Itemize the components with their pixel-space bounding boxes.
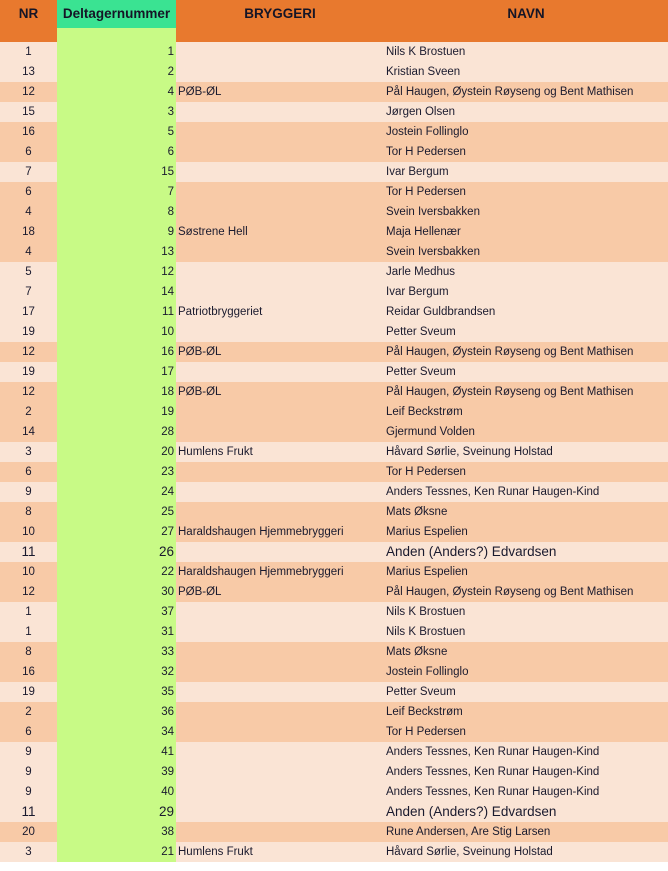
cell-navn[interactable]: Pål Haugen, Øystein Røyseng og Bent Mathisen [386, 386, 634, 398]
cell-nr[interactable]: 12 [22, 386, 35, 398]
cell-bryggeri[interactable] [176, 462, 384, 482]
cell-deltagernummer[interactable]: 20 [57, 442, 176, 462]
cell-bryggeri[interactable]: Haraldshaugen Hjemmebryggeri [178, 566, 344, 578]
cell-deltagernummer[interactable]: 30 [57, 582, 176, 602]
table-row[interactable] [0, 582, 668, 602]
table-row[interactable] [0, 422, 668, 442]
table-row[interactable] [0, 542, 668, 562]
cell-navn[interactable]: Anders Tessnes, Ken Runar Haugen-Kind [386, 786, 600, 798]
cell-nr[interactable]: 1 [25, 46, 32, 58]
cell-bryggeri[interactable] [176, 822, 384, 842]
cell-bryggeri[interactable] [176, 542, 384, 562]
table-row[interactable] [0, 782, 668, 802]
cell-nr[interactable]: 11 [21, 804, 36, 819]
cell-navn[interactable]: Reidar Guldbrandsen [386, 306, 496, 318]
column-header-bryggeri[interactable]: BRYGGERI [244, 6, 316, 21]
cell-nr[interactable]: 19 [22, 686, 35, 698]
cell-bryggeri[interactable]: PØB-ØL [178, 586, 222, 598]
table-row[interactable] [0, 342, 668, 362]
table-row[interactable] [0, 262, 668, 282]
cell-deltagernummer[interactable]: 14 [57, 282, 176, 302]
table-row[interactable] [0, 362, 668, 382]
cell-navn[interactable]: Anders Tessnes, Ken Runar Haugen-Kind [386, 766, 600, 778]
cell-deltagernummer[interactable]: 38 [57, 822, 176, 842]
cell-nr[interactable]: 13 [22, 66, 35, 78]
cell-navn[interactable]: Rune Andersen, Are Stig Larsen [386, 826, 551, 838]
cell-deltagernummer[interactable]: 40 [57, 782, 176, 802]
cell-bryggeri[interactable] [176, 362, 384, 382]
cell-deltagernummer[interactable]: 41 [57, 742, 176, 762]
table-row[interactable] [0, 622, 668, 642]
cell-deltagernummer[interactable]: 4 [57, 82, 176, 102]
cell-bryggeri[interactable] [176, 482, 384, 502]
cell-bryggeri[interactable] [176, 722, 384, 742]
table-row[interactable] [0, 102, 668, 122]
cell-deltagernummer[interactable]: 16 [57, 342, 176, 362]
table-row[interactable] [0, 402, 668, 422]
cell-navn[interactable]: Jostein Follinglo [386, 126, 469, 138]
cell-navn[interactable]: Maja Hellenær [386, 226, 461, 238]
cell-bryggeri[interactable] [176, 502, 384, 522]
cell-deltagernummer[interactable]: 5 [57, 122, 176, 142]
cell-bryggeri[interactable] [176, 782, 384, 802]
cell-deltagernummer[interactable]: 26 [57, 542, 176, 562]
cell-navn[interactable]: Mats Øksne [386, 646, 448, 658]
cell-navn[interactable]: Jørgen Olsen [386, 106, 456, 118]
cell-nr[interactable]: 8 [25, 506, 32, 518]
cell-nr[interactable]: 19 [22, 326, 35, 338]
cell-navn[interactable]: Svein Iversbakken [386, 206, 480, 218]
cell-deltagernummer[interactable]: 29 [57, 802, 176, 822]
cell-deltagernummer[interactable]: 15 [57, 162, 176, 182]
cell-deltagernummer[interactable]: 21 [57, 842, 176, 862]
cell-nr[interactable]: 7 [25, 286, 32, 298]
table-row[interactable] [0, 382, 668, 402]
cell-navn[interactable]: Kristian Sveen [386, 66, 461, 78]
cell-nr[interactable]: 9 [25, 746, 32, 758]
cell-deltagernummer[interactable]: 9 [57, 222, 176, 242]
table-row[interactable] [0, 142, 668, 162]
cell-nr[interactable]: 16 [22, 666, 35, 678]
cell-bryggeri[interactable] [176, 322, 384, 342]
table-row[interactable] [0, 162, 668, 182]
table-row[interactable] [0, 802, 668, 822]
cell-nr[interactable]: 5 [25, 266, 32, 278]
cell-bryggeri[interactable]: Patriotbryggeriet [178, 306, 263, 318]
cell-deltagernummer[interactable]: 17 [57, 362, 176, 382]
cell-nr[interactable]: 12 [22, 586, 35, 598]
cell-deltagernummer[interactable]: 11 [57, 302, 176, 322]
cell-deltagernummer[interactable]: 7 [57, 182, 176, 202]
cell-nr[interactable]: 9 [25, 486, 32, 498]
cell-nr[interactable]: 16 [22, 126, 35, 138]
column-header-navn[interactable]: NAVN [507, 6, 545, 21]
table-row[interactable] [0, 242, 668, 262]
cell-deltagernummer[interactable]: 39 [57, 762, 176, 782]
cell-nr[interactable]: 6 [25, 146, 32, 158]
cell-nr[interactable]: 7 [25, 166, 32, 178]
cell-navn[interactable]: Mats Øksne [386, 506, 448, 518]
cell-navn[interactable]: Tor H Pedersen [386, 726, 466, 738]
cell-navn[interactable]: Svein Iversbakken [386, 246, 480, 258]
cell-bryggeri[interactable] [176, 122, 384, 142]
cell-bryggeri[interactable] [176, 662, 384, 682]
column-header-nr[interactable]: NR [18, 6, 39, 21]
cell-deltagernummer[interactable]: 19 [57, 402, 176, 422]
cell-nr[interactable]: 14 [22, 426, 35, 438]
table-row[interactable] [0, 182, 668, 202]
cell-navn[interactable]: Petter Sveum [386, 366, 456, 378]
cell-bryggeri[interactable] [176, 202, 384, 222]
cell-bryggeri[interactable] [176, 402, 384, 422]
cell-bryggeri[interactable] [176, 642, 384, 662]
cell-navn[interactable]: Nils K Brostuen [386, 606, 466, 618]
cell-deltagernummer[interactable]: 36 [57, 702, 176, 722]
cell-bryggeri[interactable] [176, 162, 384, 182]
cell-navn[interactable]: Jostein Follinglo [386, 666, 469, 678]
cell-deltagernummer[interactable]: 3 [57, 102, 176, 122]
cell-deltagernummer[interactable]: 25 [57, 502, 176, 522]
cell-bryggeri[interactable]: Haraldshaugen Hjemmebryggeri [178, 526, 344, 538]
cell-navn[interactable]: Petter Sveum [386, 686, 456, 698]
cell-nr[interactable]: 1 [25, 606, 32, 618]
cell-navn[interactable]: Ivar Bergum [386, 166, 449, 178]
cell-deltagernummer[interactable]: 12 [57, 262, 176, 282]
cell-navn[interactable]: Nils K Brostuen [386, 626, 466, 638]
participant-column-fill [57, 28, 176, 42]
table-row[interactable] [0, 522, 668, 542]
cell-deltagernummer[interactable]: 32 [57, 662, 176, 682]
cell-nr[interactable]: 19 [22, 366, 35, 378]
table-row[interactable] [0, 742, 668, 762]
cell-navn[interactable]: Håvard Sørlie, Sveinung Holstad [386, 846, 553, 858]
table-row[interactable] [0, 702, 668, 722]
cell-deltagernummer[interactable]: 24 [57, 482, 176, 502]
table-header-row [0, 0, 668, 42]
table-row[interactable] [0, 562, 668, 582]
cell-navn[interactable]: Marius Espelien [386, 566, 468, 578]
cell-deltagernummer[interactable]: 31 [57, 622, 176, 642]
cell-bryggeri[interactable] [176, 62, 384, 82]
cell-deltagernummer[interactable]: 33 [57, 642, 176, 662]
cell-bryggeri[interactable] [176, 622, 384, 642]
cell-bryggeri[interactable] [176, 682, 384, 702]
table-row[interactable] [0, 62, 668, 82]
table-body [0, 42, 668, 862]
cell-nr[interactable]: 18 [22, 226, 35, 238]
cell-navn[interactable]: Anden (Anders?) Edvardsen [386, 544, 557, 559]
cell-bryggeri[interactable] [176, 762, 384, 782]
cell-bryggeri[interactable]: PØB-ØL [178, 346, 222, 358]
cell-navn[interactable]: Gjermund Volden [386, 426, 475, 438]
table-row[interactable] [0, 482, 668, 502]
table-row[interactable] [0, 322, 668, 342]
table-row[interactable] [0, 842, 668, 862]
cell-deltagernummer[interactable]: 37 [57, 602, 176, 622]
cell-bryggeri[interactable] [176, 802, 384, 822]
table-row[interactable] [0, 762, 668, 782]
table-row[interactable] [0, 442, 668, 462]
cell-navn[interactable]: Tor H Pedersen [386, 186, 466, 198]
cell-bryggeri[interactable]: Humlens Frukt [178, 446, 253, 458]
cell-navn[interactable]: Ivar Bergum [386, 286, 449, 298]
cell-bryggeri[interactable] [176, 422, 384, 442]
cell-navn[interactable]: Nils K Brostuen [386, 46, 466, 58]
cell-nr[interactable]: 12 [22, 346, 35, 358]
cell-nr[interactable]: 11 [21, 544, 36, 559]
cell-nr[interactable]: 9 [25, 766, 32, 778]
cell-nr[interactable]: 6 [25, 186, 32, 198]
cell-navn[interactable]: Marius Espelien [386, 526, 468, 538]
table-row[interactable] [0, 602, 668, 622]
cell-navn[interactable]: Pål Haugen, Øystein Røyseng og Bent Mathisen [386, 346, 634, 358]
cell-nr[interactable]: 2 [25, 406, 32, 418]
cell-bryggeri[interactable]: PØB-ØL [178, 86, 222, 98]
cell-deltagernummer[interactable]: 35 [57, 682, 176, 702]
table-row[interactable] [0, 722, 668, 742]
cell-navn[interactable]: Leif Beckstrøm [386, 406, 463, 418]
table-row[interactable] [0, 502, 668, 522]
column-header-deltagernummer[interactable]: Deltagernummer [57, 0, 176, 28]
table-row[interactable] [0, 822, 668, 842]
cell-nr[interactable]: 8 [25, 646, 32, 658]
cell-bryggeri[interactable] [176, 42, 384, 62]
cell-bryggeri[interactable]: Søstrene Hell [178, 226, 248, 238]
cell-navn[interactable]: Tor H Pedersen [386, 146, 466, 158]
cell-navn[interactable]: Leif Beckstrøm [386, 706, 463, 718]
cell-deltagernummer[interactable]: 1 [57, 42, 176, 62]
table-row[interactable] [0, 222, 668, 242]
table-row[interactable] [0, 82, 668, 102]
table-row[interactable] [0, 642, 668, 662]
cell-nr[interactable]: 10 [22, 566, 35, 578]
cell-navn[interactable]: Jarle Medhus [386, 266, 456, 278]
cell-deltagernummer[interactable]: 34 [57, 722, 176, 742]
cell-deltagernummer[interactable]: 22 [57, 562, 176, 582]
cell-bryggeri[interactable] [176, 602, 384, 622]
cell-bryggeri[interactable] [176, 142, 384, 162]
cell-nr[interactable]: 2 [25, 706, 32, 718]
cell-deltagernummer[interactable]: 6 [57, 142, 176, 162]
table-row[interactable] [0, 302, 668, 322]
cell-deltagernummer[interactable]: 23 [57, 462, 176, 482]
cell-nr[interactable]: 15 [22, 106, 35, 118]
cell-deltagernummer[interactable]: 18 [57, 382, 176, 402]
cell-nr[interactable]: 3 [25, 846, 32, 858]
cell-nr[interactable]: 3 [25, 446, 32, 458]
cell-nr[interactable]: 1 [25, 626, 32, 638]
table-row[interactable] [0, 282, 668, 302]
cell-navn[interactable]: Anders Tessnes, Ken Runar Haugen-Kind [386, 486, 600, 498]
cell-navn[interactable]: Anders Tessnes, Ken Runar Haugen-Kind [386, 746, 600, 758]
cell-nr[interactable]: 12 [22, 86, 35, 98]
cell-bryggeri[interactable] [176, 282, 384, 302]
cell-navn[interactable]: Pål Haugen, Øystein Røyseng og Bent Mathisen [386, 586, 634, 598]
cell-bryggeri[interactable]: Humlens Frukt [178, 846, 253, 858]
cell-deltagernummer[interactable]: 2 [57, 62, 176, 82]
table-row[interactable] [0, 682, 668, 702]
cell-deltagernummer[interactable]: 28 [57, 422, 176, 442]
cell-nr[interactable]: 4 [25, 206, 32, 218]
cell-bryggeri[interactable] [176, 102, 384, 122]
table-row[interactable] [0, 42, 668, 62]
cell-bryggeri[interactable] [176, 242, 384, 262]
table-row[interactable] [0, 122, 668, 142]
cell-navn[interactable]: Tor H Pedersen [386, 466, 466, 478]
cell-nr[interactable]: 9 [25, 786, 32, 798]
cell-bryggeri[interactable] [176, 262, 384, 282]
cell-navn[interactable]: Petter Sveum [386, 326, 456, 338]
cell-bryggeri[interactable] [176, 702, 384, 722]
cell-nr[interactable]: 6 [25, 726, 32, 738]
cell-bryggeri[interactable]: PØB-ØL [178, 386, 222, 398]
table-row[interactable] [0, 202, 668, 222]
cell-deltagernummer[interactable]: 8 [57, 202, 176, 222]
table-row[interactable] [0, 662, 668, 682]
cell-deltagernummer[interactable]: 10 [57, 322, 176, 342]
cell-nr[interactable]: 17 [22, 306, 35, 318]
cell-nr[interactable]: 10 [22, 526, 35, 538]
cell-bryggeri[interactable] [176, 182, 384, 202]
cell-nr[interactable]: 6 [25, 466, 32, 478]
cell-nr[interactable]: 4 [25, 246, 32, 258]
cell-deltagernummer[interactable]: 27 [57, 522, 176, 542]
cell-nr[interactable]: 20 [22, 826, 35, 838]
cell-navn[interactable]: Pål Haugen, Øystein Røyseng og Bent Mathisen [386, 86, 634, 98]
cell-navn[interactable]: Anden (Anders?) Edvardsen [386, 804, 557, 819]
cell-bryggeri[interactable] [176, 742, 384, 762]
cell-deltagernummer[interactable]: 13 [57, 242, 176, 262]
cell-navn[interactable]: Håvard Sørlie, Sveinung Holstad [386, 446, 553, 458]
table-row[interactable] [0, 462, 668, 482]
